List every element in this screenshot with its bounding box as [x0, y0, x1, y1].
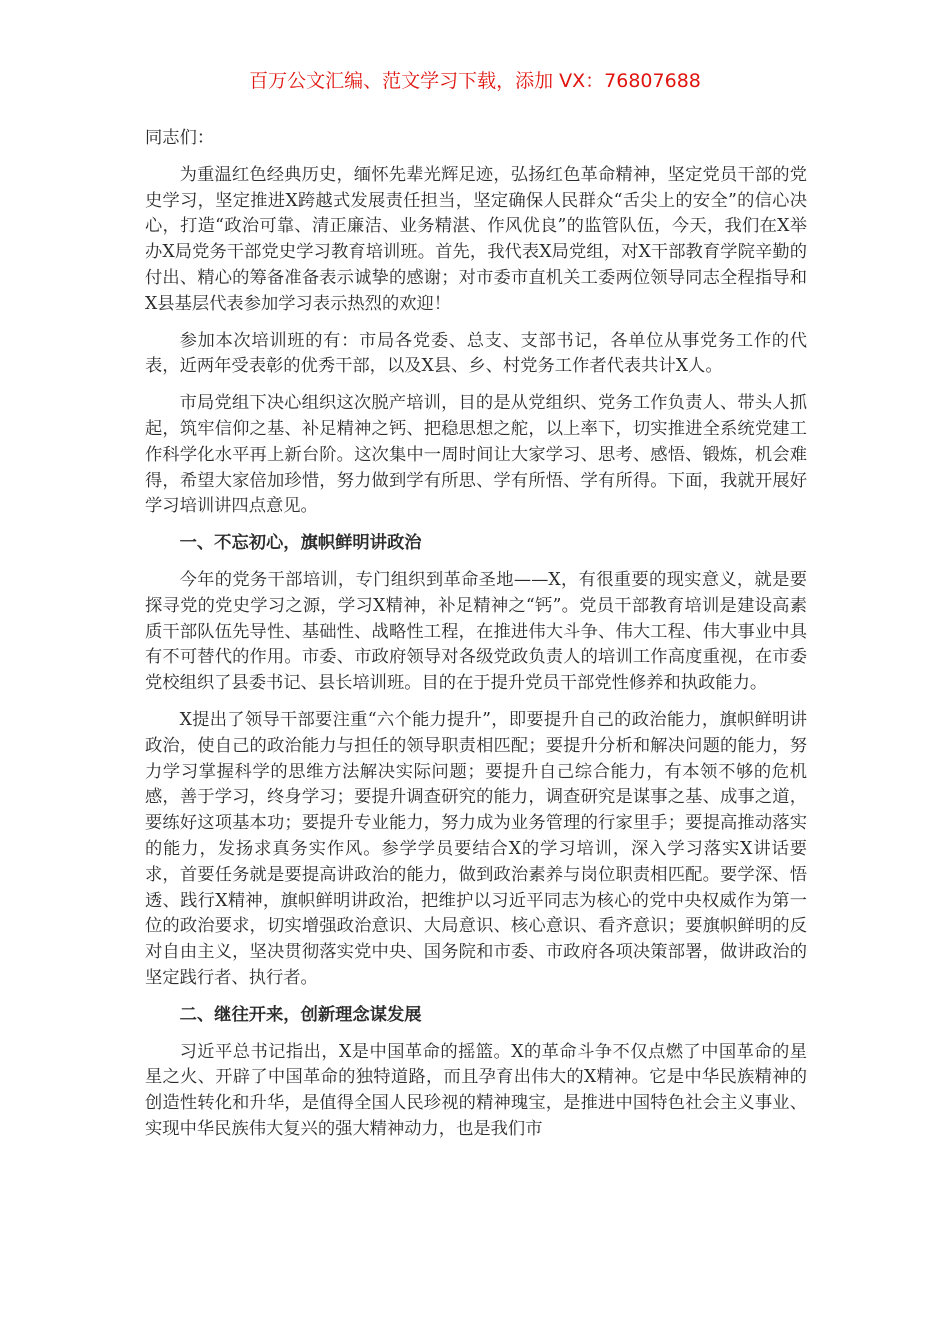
section-1-paragraph-1: 今年的党务干部培训，专门组织到革命圣地——X，有很重要的现实意义，就是要探寻党的党史学习之源，学习X精神，补足精神之“钙”。党员干部教育培训是建设高素质干部队伍先导性、基础性、战略性工程，在推进伟大斗争、伟大工程、伟大事业中具有不可替代的作用。市委、市政府领导对各级党政负责人的培训工作高度重视，在市委党校组织了县委书记、县长培训班。目的在于提升党员干部党性修养和执政能力。	[145, 569, 807, 694]
section-2-paragraph-1: 习近平总书记指出，X是中国革命的摇篮。X的革命斗争不仅点燃了中国革命的星星之火、开辟了中国革命的独特道路，而且孕育出伟大的X精神。它是中华民族精神的创造性转化和升华，是值得全国人民珍视的精神瑰宝，是推进中国特色社会主义事业、实现中华民族伟大复兴的强大精神动力，也是我们市	[145, 1041, 807, 1139]
section-1-paragraph-2: X提出了领导干部要注重“六个能力提升”，即要提升自己的政治能力，旗帜鲜明讲政治，使自己的政治能力与担任的领导职责相匹配；要提升分析和解决问题的能力，努力学习掌握科学的思维方法解决实际问题；要提升自己综合能力，有本领不够的危机感，善于学习，终身学习；要提升调查研究的能力，调查研究是谋事之基、成事之道，要练好这项基本功；要提升专业能力，努力成为业务管理的行家里手；要提高推动落实的能力，发扬求真务实作风。参学学员要结合X的学习培训，深入学习落实X讲话要求，首要任务就是要提高讲政治的能力，做到政治素养与岗位职责相匹配。要学深、悟透、践行X精神，旗帜鲜明讲政治，把维护以习近平同志为核心的党中央权威作为第一位的政治要求，切实增强政治意识、大局意识、核心意识、看齐意识；要旗帜鲜明的反对自由主义，坚决贯彻落实党中央、国务院和市委、市政府各项决策部署，做讲政治的坚定践行者、执行者。	[145, 709, 807, 988]
intro-paragraph-1: 为重温红色经典历史，缅怀先辈光辉足迹，弘扬红色革命精神，坚定党员干部的党史学习，坚定推进X跨越式发展责任担当，坚定确保人民群众“舌尖上的安全”的信心决心，打造“政治可靠、清正廉洁、业务精湛、作风优良”的监管队伍，今天，我们在X举办X局党务干部党史学习教育培训班。首先，我代表X局党组，对X干部教育学院辛勤的付出、精心的筹备准备表示诚挚的感谢；对市委市直机关工委两位领导同志全程指导和X县基层代表参加学习表示热烈的欢迎！	[145, 164, 807, 314]
greeting: 同志们：	[145, 128, 215, 148]
document-body	[145, 126, 807, 1154]
promo-banner: 百万公文汇编、范文学习下载，添加 VX：76807688	[249, 70, 701, 92]
intro-paragraph-2: 参加本次培训班的有：市局各党委、总支、支部书记，各单位从事党务工作的代表，近两年受表彰的优秀干部，以及X县、乡、村党务工作者代表共计X人。	[145, 330, 807, 377]
section-2-heading: 二、继往开来，创新理念谋发展	[179, 1004, 422, 1025]
intro-paragraph-3: 市局党组下决心组织这次脱产培训，目的是从党组织、党务工作负责人、带头人抓起，筑牢信仰之基、补足精神之钙、把稳思想之舵，以上率下，切实推进全系统党建工作科学化水平再上新台阶。这次集中一周时间让大家学习、思考、感悟、锻炼，机会难得，希望大家倍加珍惜，努力做到学有所思、学有所悟、学有所得。下面，我就开展好学习培训讲四点意见。	[145, 393, 807, 517]
section-1-heading: 一、不忘初心，旗帜鲜明讲政治	[179, 533, 422, 554]
